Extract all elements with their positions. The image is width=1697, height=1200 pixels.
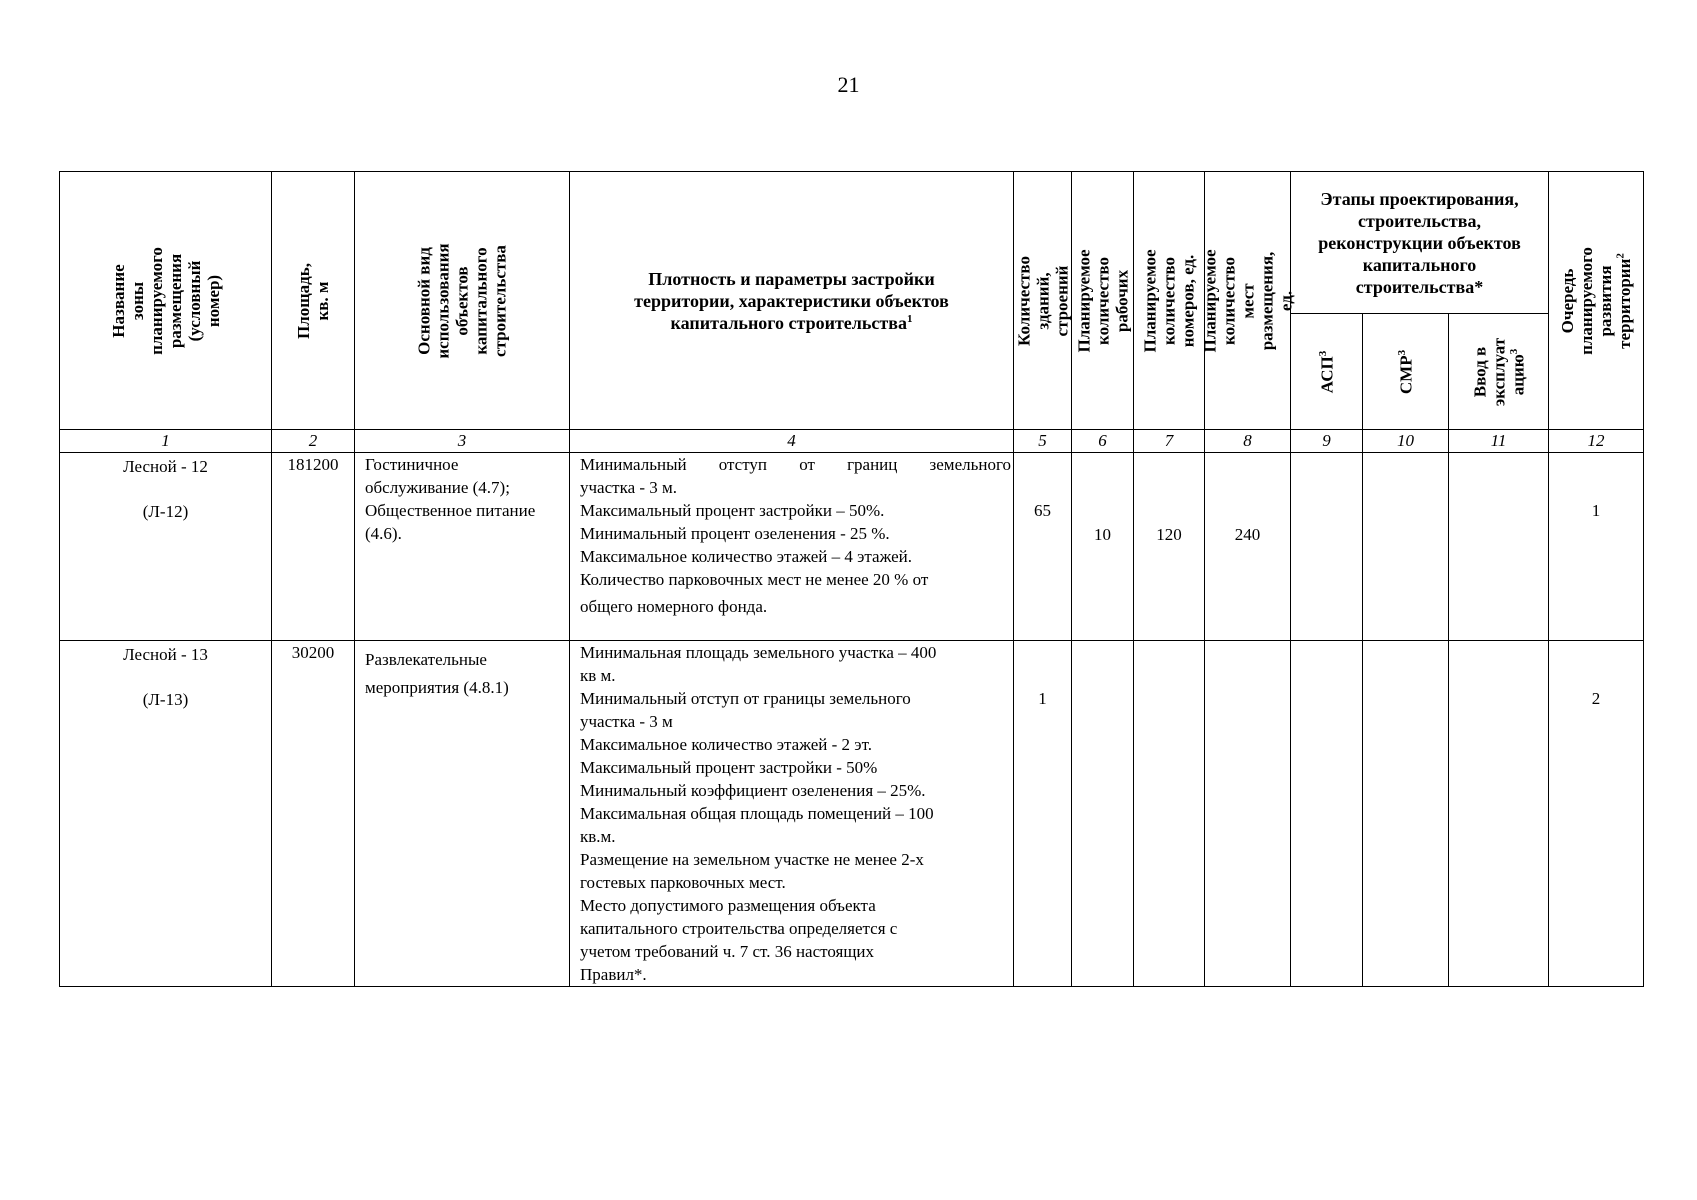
header-density-params: Плотность и параметры застройки территории, характеристики объектов капитального строительства$^1$: [570, 172, 1014, 430]
header-workers: Планируемое количество рабочих: [1072, 172, 1134, 430]
header-rooms: Планируемое количество номеров, ед.: [1134, 172, 1205, 430]
column-number: 5: [1014, 430, 1072, 453]
use-cell: Гостиничное обслуживание (4.7); Общественное питание (4.6).: [355, 453, 570, 641]
column-number: 1: [60, 430, 272, 453]
stage-cell: 2: [1549, 641, 1644, 987]
header-asp: АСП$^3$: [1291, 314, 1363, 430]
column-number: 4: [570, 430, 1014, 453]
use-cell: Развлекательные мероприятия (4.8.1): [355, 641, 570, 987]
params-cell: Минимальная площадь земельного участка – 400 кв м. Минимальный отступ от границы земельного участка - 3 м Максимальное количество этажей - 2 эт. Максимальный процент застройки - 50% Минимальный коэффициент озеленения – 25%. Максимальная общая площадь помещений – 100 кв.м. Размещение на земельном участке не менее 2-х гостевых парковочных мест. Место допустимого размещения объекта капитального строительства определяется с учетом требований ч. 7 ст. 36 настоящих Правил*.: [570, 641, 1014, 987]
header-main-use: Основной вид использования объектов капитального строительства: [355, 172, 570, 430]
buildings-cell: 65: [1014, 453, 1072, 641]
smr-cell: [1363, 453, 1449, 641]
column-number: 12: [1549, 430, 1644, 453]
header-development-stage: Очередь планируемого развития территории$^2$: [1549, 172, 1644, 430]
header-zone-name: Название зоны планируемого размещения (условный номер): [60, 172, 272, 430]
rooms-cell: [1134, 641, 1205, 987]
zone-name-cell: Лесной - 12 (Л-12): [60, 453, 272, 641]
commissioning-cell: [1449, 641, 1549, 987]
params-cell: Минимальный отступ от границ земельного участка - 3 м. Максимальный процент застройки – 50%. Минимальный процент озеленения - 25 %. Максимальное количество этажей – 4 этажей. Количество парковочных мест не менее 20 % от общего номерного фонда.: [570, 453, 1014, 641]
buildings-cell: 1: [1014, 641, 1072, 987]
header-buildings-count: Количество зданий, строений: [1014, 172, 1072, 430]
column-number: 9: [1291, 430, 1363, 453]
column-number: 11: [1449, 430, 1549, 453]
stage-cell: 1: [1549, 453, 1644, 641]
zone-parameters-table: [59, 171, 1644, 987]
workers-cell: [1072, 641, 1134, 987]
asp-cell: [1291, 453, 1363, 641]
commissioning-cell: [1449, 453, 1549, 641]
header-smr: СМР$^3$: [1363, 314, 1449, 430]
header-row: [60, 172, 1644, 314]
places-cell: 240: [1205, 453, 1291, 641]
area-cell: 181200: [272, 453, 355, 641]
column-number: 2: [272, 430, 355, 453]
rooms-cell: 120: [1134, 453, 1205, 641]
asp-cell: [1291, 641, 1363, 987]
column-number: 7: [1134, 430, 1205, 453]
column-number: 3: [355, 430, 570, 453]
zone-name-cell: Лесной - 13 (Л-13): [60, 641, 272, 987]
column-number: 8: [1205, 430, 1291, 453]
smr-cell: [1363, 641, 1449, 987]
area-cell: 30200: [272, 641, 355, 987]
table-row: [60, 641, 1644, 987]
workers-cell: 10: [1072, 453, 1134, 641]
header-commissioning: Ввод в эксплуат ацию$^3$: [1449, 314, 1549, 430]
column-number: 6: [1072, 430, 1134, 453]
page-number: 21: [837, 72, 860, 97]
column-number: 10: [1363, 430, 1449, 453]
column-numbers-row: [60, 430, 1644, 453]
places-cell: [1205, 641, 1291, 987]
header-stages: Этапы проектирования, строительства, реконструкции объектов капитального строительства*: [1291, 172, 1549, 314]
header-places: Планируемое количество мест размещения, ед.: [1205, 172, 1291, 430]
header-area: Площадь, кв. м: [272, 172, 355, 430]
table-row: [60, 453, 1644, 641]
